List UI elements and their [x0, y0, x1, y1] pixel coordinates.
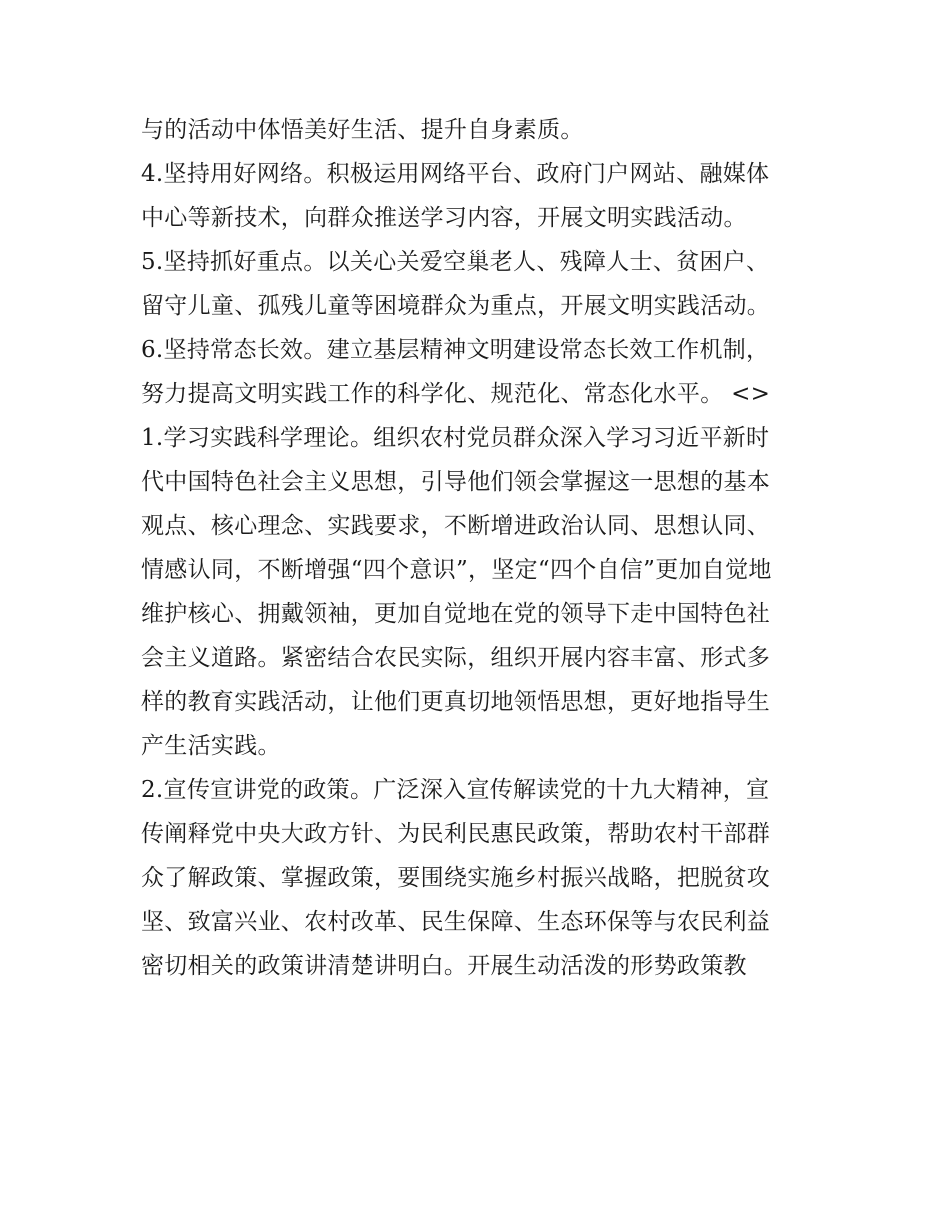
text-line: 坚、致富兴业、农村改革、民生保障、生态环保等与农民利益 — [141, 909, 771, 935]
text-line: 中心等新技术，向群众推送学习内容，开展文明实践活动。 — [141, 205, 747, 231]
text-line: 2.宣传宣讲党的政策。广泛深入宣传解读党的十九大精神，宣 — [141, 777, 770, 803]
text-line: 样的教育实践活动，让他们更真切地领悟思想，更好地指导生 — [141, 689, 771, 715]
text-line: 5.坚持抓好重点。以关心关爱空巢老人、残障人士、贫困户、 — [141, 249, 770, 275]
text-line: 密切相关的政策讲清楚讲明白。开展生动活泼的形势政策教 — [141, 953, 747, 979]
text-line: 与的活动中体悟美好生活、提升自身素质。 — [141, 117, 584, 143]
text-line: 会主义道路。紧密结合农民实际，组织开展内容丰富、形式多 — [141, 645, 771, 671]
text-line: 努力提高文明实践工作的科学化、规范化、常态化水平。 <> — [141, 381, 771, 407]
text-line: 4.坚持用好网络。积极运用网络平台、政府门户网站、融媒体 — [141, 161, 770, 187]
text-line: 观点、核心理念、实践要求，不断增进政治认同、思想认同、 — [141, 513, 771, 539]
text-line: 产生活实践。 — [141, 733, 281, 759]
text-line: 留守儿童、孤残儿童等困境群众为重点，开展文明实践活动。 — [141, 293, 771, 319]
text-line: 1.学习实践科学理论。组织农村党员群众深入学习习近平新时 — [141, 425, 770, 451]
text-line: 6.坚持常态长效。建立基层精神文明建设常态长效工作机制， — [141, 337, 770, 363]
body-text — [141, 108, 821, 988]
text-line: 代中国特色社会主义思想，引导他们领会掌握这一思想的基本 — [141, 469, 771, 495]
text-line: 传阐释党中央大政方针、为民利民惠民政策，帮助农村干部群 — [141, 821, 771, 847]
text-line: 情感认同，不断增强“四个意识”，坚定“四个自信”更加自觉地 — [141, 557, 772, 583]
text-line: 众了解政策、掌握政策，要围绕实施乡村振兴战略，把脱贫攻 — [141, 865, 771, 891]
text-line: 维护核心、拥戴领袖，更加自觉地在党的领导下走中国特色社 — [141, 601, 771, 627]
